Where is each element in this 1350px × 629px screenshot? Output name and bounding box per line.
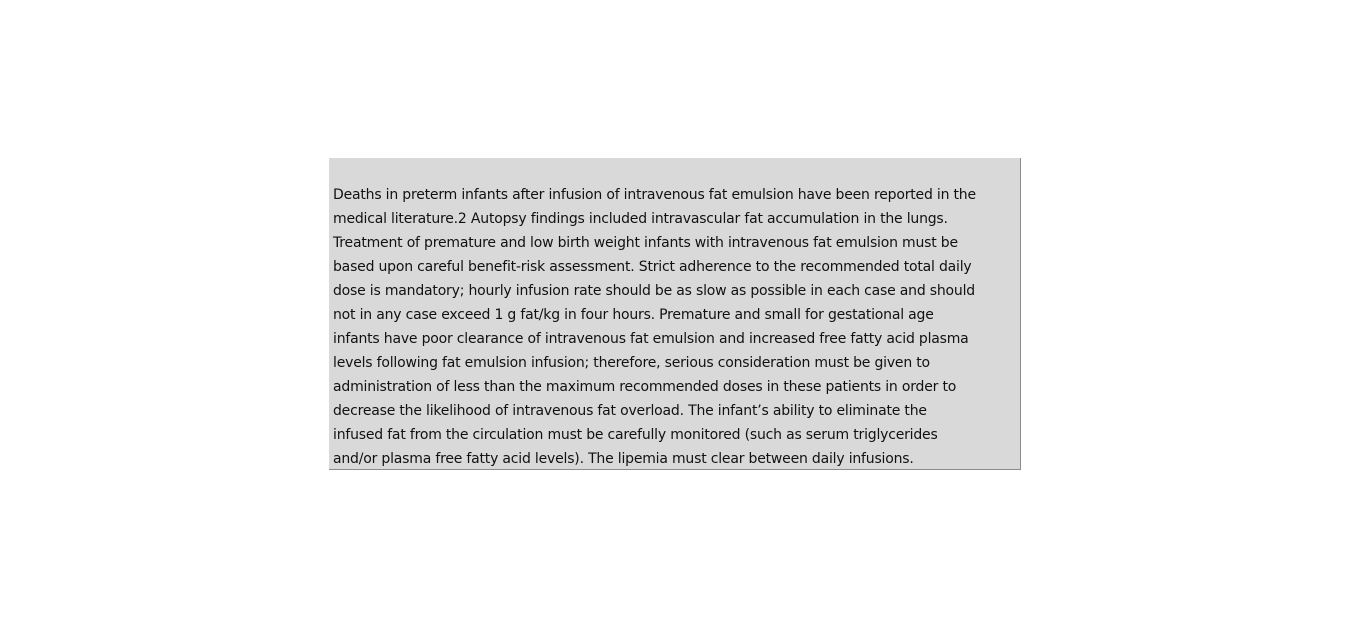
text-line: dose is mandatory; hourly infusion rate should be as slow as possible in each case and should [333,283,975,299]
text-line: levels following fat emulsion infusion; therefore, serious consideration must be given to [333,355,930,371]
text-line: administration of less than the maximum recommended doses in these patients in order to [333,379,957,395]
text-line: and/or plasma free fatty acid levels). The lipemia must clear between daily infusions. [333,451,914,467]
text-box [329,158,1021,470]
body-paragraph [333,183,1021,470]
text-line: based upon careful benefit-risk assessment. Strict adherence to the recommended total daily [333,259,972,275]
text-line: decrease the likelihood of intravenous fat overload. The infant’s ability to eliminate the [333,403,927,419]
text-line: Treatment of premature and low birth weight infants with intravenous fat emulsion must be [333,235,958,251]
text-line: infused fat from the circulation must be carefully monitored (such as serum triglycerides [333,427,938,443]
text-line: infants have poor clearance of intravenous fat emulsion and increased free fatty acid plasma [333,331,969,347]
text-line: not in any case exceed 1 g fat/kg in four hours. Premature and small for gestational age [333,307,934,323]
text-line: medical literature.2 Autopsy findings included intravascular fat accumulation in the lungs. [333,211,948,227]
text-line: Deaths in preterm infants after infusion of intravenous fat emulsion have been reported in the [333,187,976,203]
